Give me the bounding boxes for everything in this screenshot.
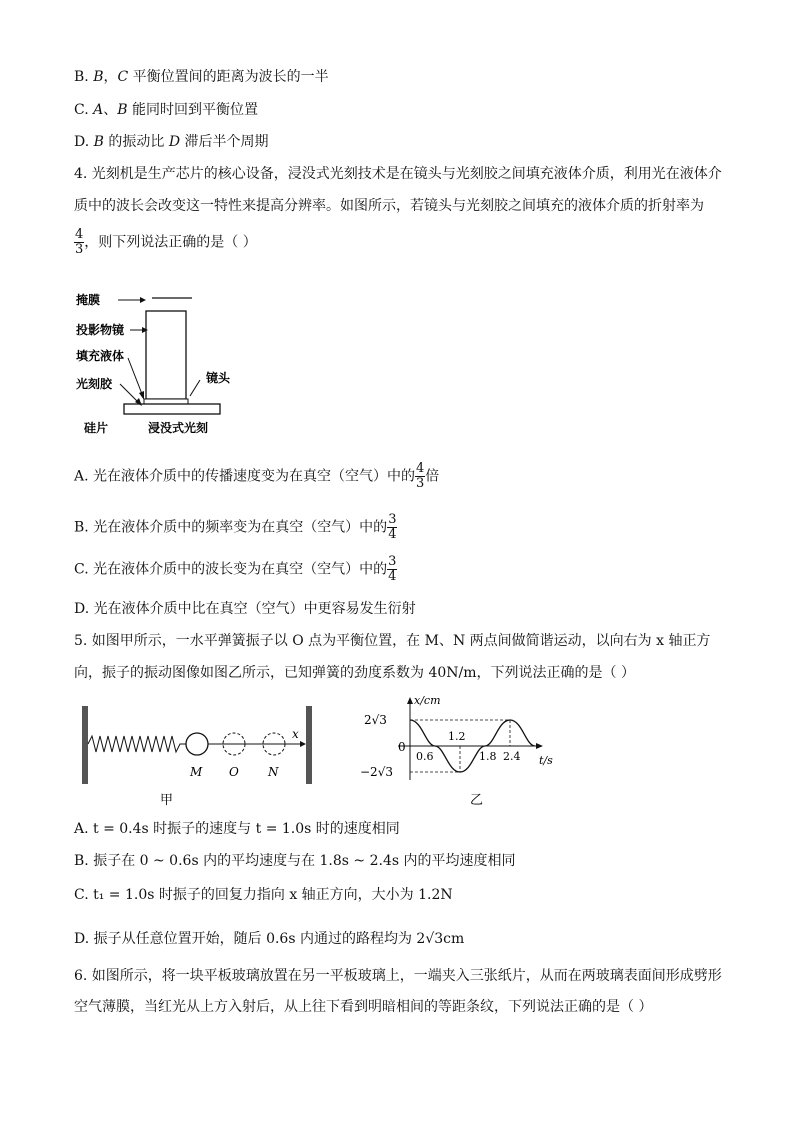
label-mask: 掩膜: [76, 293, 101, 307]
q6-stem-line2: 空气薄膜，当红光从上方入射后，从上往下看到明暗相间的等距条纹，下列说法正确的是（ ）: [74, 999, 653, 1015]
label-origin: 0: [398, 740, 406, 754]
q5-option-d: D. 振子从任意位置开始，随后 0.6s 内通过的路程均为 2√3cm: [74, 931, 465, 947]
label-o: O: [229, 765, 239, 779]
caption-jia: 甲: [160, 793, 174, 808]
q3-option-b: B. B，C 平衡位置间的距离为波长的一半: [74, 69, 329, 85]
q6-stem-line1: 6. 如图所示，将一块平板玻璃放置在另一平板玻璃上，一端夹入三张纸片，从而在两玻璃表面间形成劈形: [74, 968, 722, 984]
q3-option-d: D. B 的振动比 D 滞后半个周期: [74, 134, 269, 150]
label-y-axis: x/cm: [414, 694, 441, 707]
label-projection-lens: 投影物镜: [76, 323, 125, 337]
q5-option-a: A. t = 0.4s 时振子的速度与 t = 1.0s 时的速度相同: [74, 821, 400, 837]
q4-option-b: B. 光在液体介质中的频率变为在真空（空气）中的 $\frac{3}{4}$: [74, 512, 397, 542]
q4-stem-line1: 4. 光刻机是生产芯片的核心设备，浸没式光刻技术是在镜头与光刻胶之间填充液体介质，利用光在液体介: [74, 166, 722, 182]
q5-stem-line2: 向，振子的振动图像如图乙所示，已知弹簧的劲度系数为 40N/m，下列说法正确的是（ ）: [74, 665, 635, 681]
label-silicon-wafer: 硅片: [84, 421, 109, 435]
q5-option-b: B. 振子在 0 ~ 0.6s 内的平均速度与在 1.8s ~ 2.4s 内的平均速度相同: [74, 853, 516, 869]
label-m: M: [190, 765, 203, 779]
label-y-max: 2√3: [364, 713, 387, 727]
label-x: x: [292, 727, 299, 741]
label-fill-liquid: 填充液体: [76, 349, 125, 363]
immersion-lithography-figure: [72, 286, 252, 436]
q3-option-c: C. A、B 能同时回到平衡位置: [74, 102, 258, 118]
label-n: N: [268, 765, 279, 779]
tick-0-6: 0.6: [416, 750, 434, 763]
tick-1-8: 1.8: [479, 750, 497, 763]
q5-stem-line1: 5. 如图甲所示，一水平弹簧振子以 O 点为平衡位置，在 M、N 两点间做简谐运动，以向右为 x 轴正方: [74, 633, 711, 649]
q4-stem-line2: 质中的波长会改变这一特性来提高分辨率。如图所示，若镜头与光刻胶之间填充的液体介质的折射率为: [74, 198, 704, 214]
q4-option-a: A. 光在液体介质中的传播速度变为在真空（空气）中的 $\frac{4}{3}$ 倍: [74, 461, 440, 491]
label-y-min: −2√3: [360, 765, 393, 779]
label-immersion-lithography: 浸没式光刻: [148, 421, 209, 435]
spring-oscillator-figure: [74, 700, 324, 810]
label-lens-head: 镜头: [206, 371, 231, 385]
vibration-graph-figure: [358, 694, 558, 810]
q5-option-c: C. t₁ = 1.0s 时振子的回复力指向 x 轴正方向，大小为 1.2N: [74, 887, 453, 903]
label-t-axis: t/s: [539, 754, 553, 767]
q4-stem-line3: $\frac{4}{3}$ ，则下列说法正确的是（ ）: [75, 227, 257, 257]
q4-option-c: C. 光在液体介质中的波长变为在真空（空气）中的 $\frac{3}{4}$: [74, 554, 397, 584]
caption-yi: 乙: [470, 793, 484, 808]
q4-option-d: D. 光在液体介质中比在真空（空气）中更容易发生衍射: [74, 601, 416, 617]
label-photoresist: 光刻胶: [76, 377, 113, 391]
tick-2-4: 2.4: [503, 750, 521, 763]
tick-1-2: 1.2: [448, 730, 466, 743]
